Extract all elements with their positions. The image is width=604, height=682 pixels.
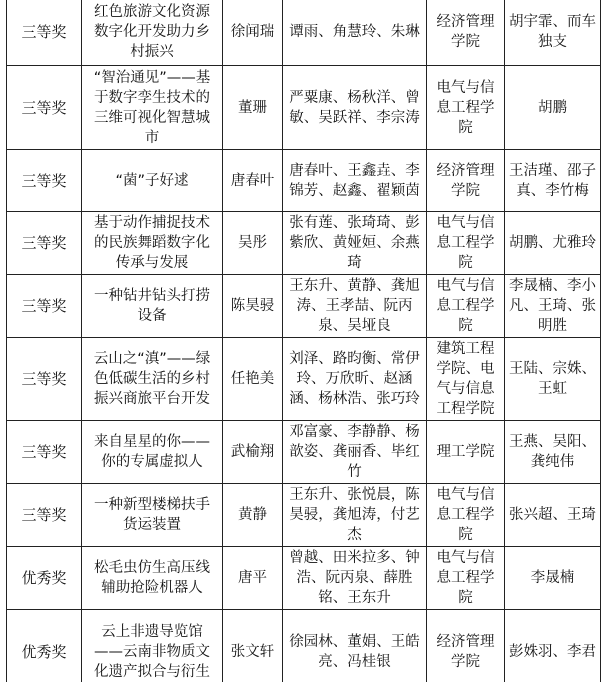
team-members: 徐园林、董娟、王皓亮、冯桂银	[283, 610, 427, 682]
team-members: 曾越、田米拉多、钟浩、阮丙泉、薛胜铭、王东升	[283, 547, 427, 610]
award-level: 三等奖	[7, 338, 82, 421]
project-name: 一种钻井钻头打捞设备	[82, 275, 223, 338]
award-level: 三等奖	[7, 66, 82, 150]
awards-table	[6, 0, 601, 682]
college: 建筑工程学院、电气与信息工程学院	[427, 338, 505, 421]
advisors: 王燕、吴阳、龚纯伟	[505, 421, 601, 484]
college: 理工学院	[427, 421, 505, 484]
team-leader: 武榆翔	[223, 421, 283, 484]
table-row	[7, 150, 601, 212]
project-name: 基于动作捕捉技术的民族舞蹈数字化传承与发展	[82, 212, 223, 275]
advisors: 胡宇霏、而车独支	[505, 0, 601, 66]
team-members: 张有莲、张琦琦、彭紫欣、黄娅姮、余燕琦	[283, 212, 427, 275]
team-leader: 陈昊骎	[223, 275, 283, 338]
table-row	[7, 421, 601, 484]
team-members: 刘泽、路昀衡、常伊玲、万欣昕、赵涵涵、杨林浩、张巧玲	[283, 338, 427, 421]
table-row	[7, 547, 601, 610]
team-leader: 黄静	[223, 484, 283, 547]
project-name: 云山之“滇”——绿色低碳生活的乡村振兴商旅平台开发	[82, 338, 223, 421]
team-leader: 吴彤	[223, 212, 283, 275]
advisors: 胡鹏、尤雅玲	[505, 212, 601, 275]
table-row	[7, 338, 601, 421]
college: 电气与信息工程学院	[427, 66, 505, 150]
project-name: 松毛虫仿生高压线辅助抢险机器人	[82, 547, 223, 610]
table-row	[7, 484, 601, 547]
award-level: 优秀奖	[7, 547, 82, 610]
project-name: 红色旅游文化资源数字化开发助力乡村振兴	[82, 0, 223, 66]
advisors: 李晟楠、李小凡、王琦、张明胜	[505, 275, 601, 338]
advisors: 王洁瑾、邵子真、李竹梅	[505, 150, 601, 212]
table-row	[7, 212, 601, 275]
team-members: 邓富豪、李静静、杨歆姿、龚丽香、毕红竹	[283, 421, 427, 484]
award-level: 三等奖	[7, 0, 82, 66]
table-row	[7, 610, 601, 682]
team-leader: 唐春叶	[223, 150, 283, 212]
team-leader: 董珊	[223, 66, 283, 150]
table-row	[7, 66, 601, 150]
project-name: “菌”子好逑	[82, 150, 223, 212]
project-name: “智治通见”——基于数字孪生技术的三维可视化智慧城市	[82, 66, 223, 150]
project-name: 云上非遗导览馆——云南非物质文化遗产拟合与衍生	[82, 610, 223, 682]
team-members: 唐春叶、王鑫垚、李锦芳、赵鑫、翟颖茵	[283, 150, 427, 212]
college: 电气与信息工程学院	[427, 484, 505, 547]
project-name: 一种新型楼梯扶手货运装置	[82, 484, 223, 547]
award-level: 三等奖	[7, 275, 82, 338]
award-level: 三等奖	[7, 421, 82, 484]
college: 电气与信息工程学院	[427, 547, 505, 610]
team-members: 王东升、张悦晨，陈昊骎，龚旭涛，付艺杰	[283, 484, 427, 547]
team-members: 谭雨、角慧玲、朱琳	[283, 0, 427, 66]
award-level: 优秀奖	[7, 610, 82, 682]
college: 电气与信息工程学院	[427, 275, 505, 338]
advisors: 胡鹏	[505, 66, 601, 150]
team-leader: 唐平	[223, 547, 283, 610]
award-level: 三等奖	[7, 212, 82, 275]
team-leader: 任艳美	[223, 338, 283, 421]
award-level: 三等奖	[7, 484, 82, 547]
college: 经济管理学院	[427, 0, 505, 66]
college: 经济管理学院	[427, 610, 505, 682]
advisors: 王陆、宗姝、王虹	[505, 338, 601, 421]
advisors: 张兴超、王琦	[505, 484, 601, 547]
project-name: 来自星星的你——你的专属虚拟人	[82, 421, 223, 484]
college: 电气与信息工程学院	[427, 212, 505, 275]
advisors: 李晟楠	[505, 547, 601, 610]
table-row	[7, 275, 601, 338]
team-leader: 徐闻瑞	[223, 0, 283, 66]
table-row	[7, 0, 601, 66]
college: 经济管理学院	[427, 150, 505, 212]
advisors: 彭姝羽、李君	[505, 610, 601, 682]
team-leader: 张文轩	[223, 610, 283, 682]
award-level: 三等奖	[7, 150, 82, 212]
team-members: 王东升、黄静、龚旭涛、王孝喆、阮丙泉、吴垭良	[283, 275, 427, 338]
team-members: 严粟康、杨秋洋、曾敏、吴跃祥、李宗涛	[283, 66, 427, 150]
